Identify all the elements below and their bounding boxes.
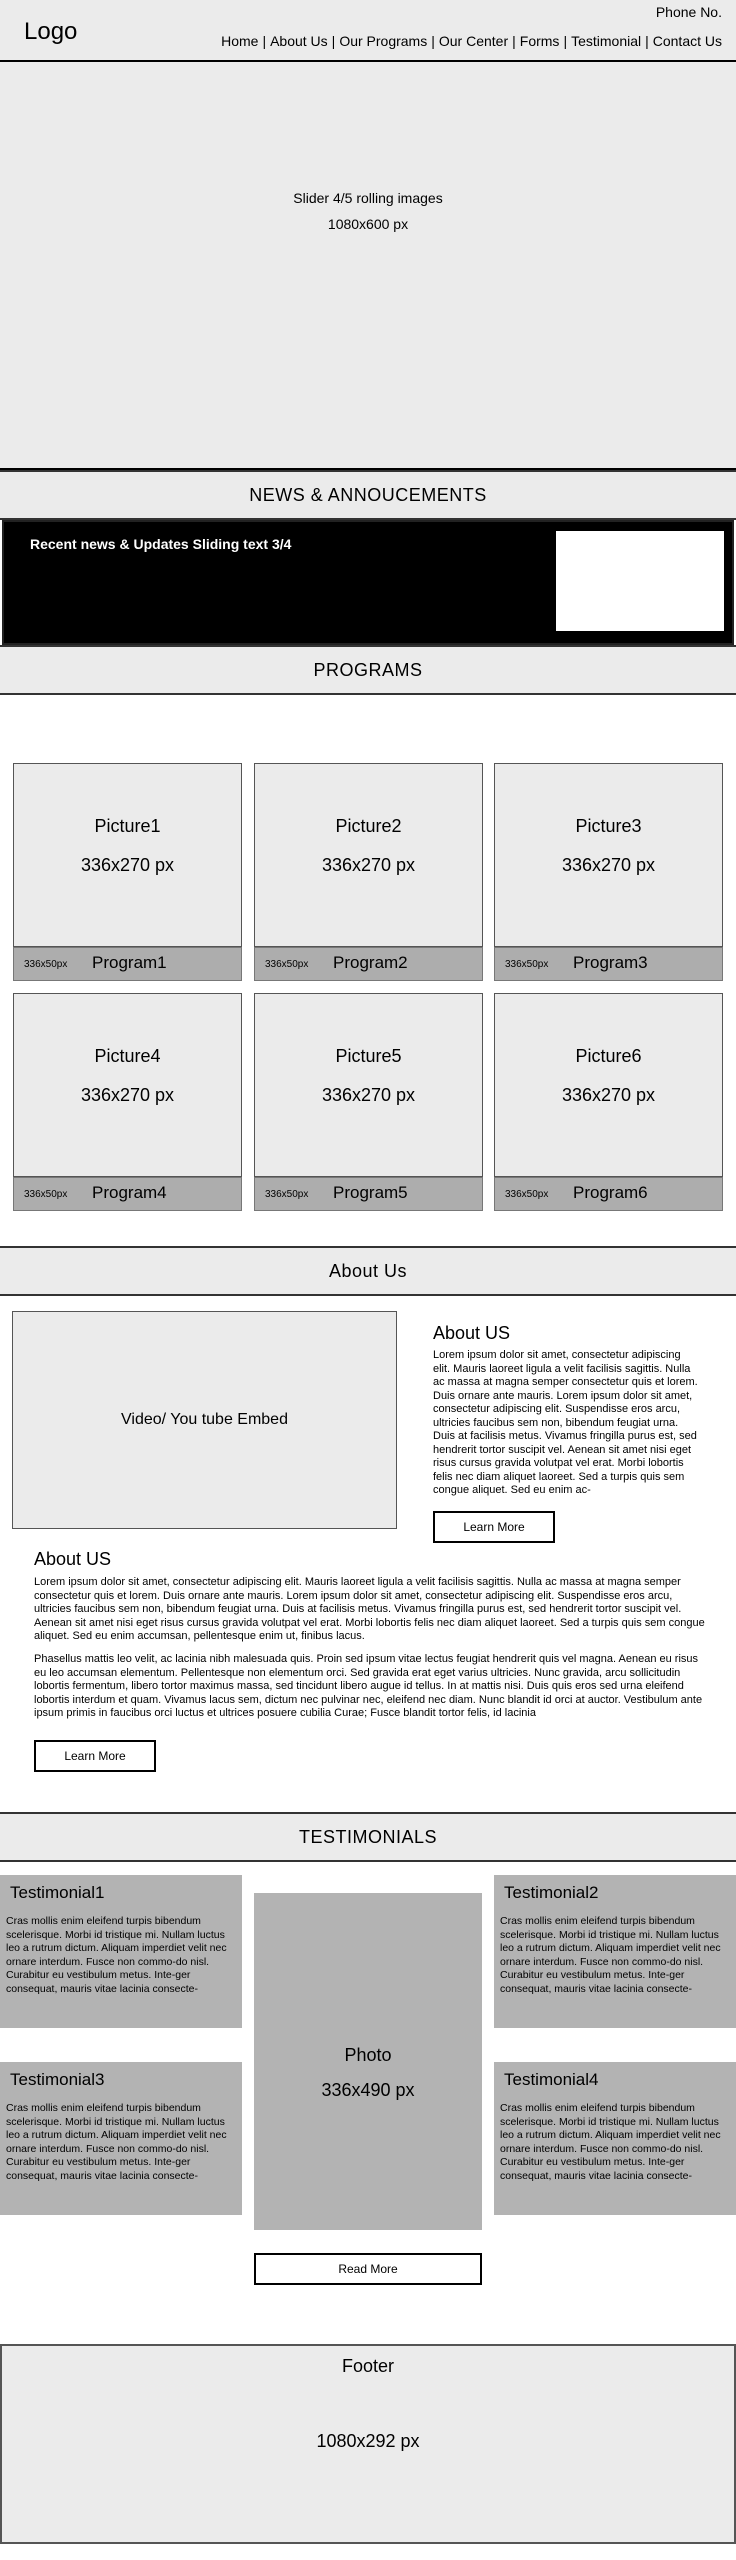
news-band: [0, 470, 736, 520]
program-bar-size: 336x50px: [265, 959, 309, 970]
nav-separator: |: [331, 33, 336, 49]
nav-separator: |: [431, 33, 435, 49]
logo[interactable]: Logo: [24, 18, 78, 45]
testimonial-photo: [254, 1893, 482, 2230]
program-picture-label: Picture1: [94, 816, 161, 836]
testimonial-heading: Testimonial1: [10, 1883, 105, 1902]
nav-our-center[interactable]: Our Center: [438, 33, 509, 49]
news-image: [556, 531, 724, 631]
program-bar-size: 336x50px: [24, 959, 68, 970]
about-side-heading: About US: [433, 1323, 511, 1343]
program-picture-size: 336x270 px: [321, 1085, 416, 1105]
testimonial-card-2: [494, 1875, 736, 2028]
hero-slider[interactable]: [0, 62, 736, 470]
program-picture-size: 336x270 px: [561, 855, 656, 875]
photo-size: 336x490 px: [321, 2080, 415, 2100]
nav-contact-us[interactable]: Contact Us: [652, 33, 722, 49]
program-card-3[interactable]: [494, 763, 723, 979]
program-picture-label: Picture5: [335, 1046, 402, 1066]
photo-label: Photo: [344, 2045, 392, 2065]
programs-band: [0, 645, 736, 695]
nav-separator: |: [645, 33, 649, 49]
testimonial-card-3: [0, 2062, 242, 2215]
program-name: Program2: [333, 953, 408, 972]
testimonial-card-4: [494, 2062, 736, 2215]
program-bar[interactable]: [13, 1177, 242, 1211]
about-band: [0, 1246, 736, 1296]
slider-caption: Slider 4/5 rolling images: [293, 190, 443, 206]
program-picture: [494, 993, 723, 1177]
news-title: NEWS & ANNOUCEMENTS: [249, 485, 487, 505]
program-bar[interactable]: [13, 947, 242, 981]
program-picture: [254, 993, 483, 1177]
program-name: Program4: [92, 1183, 167, 1202]
about-side-learn-more-button[interactable]: Learn More: [433, 1511, 555, 1543]
program-name: Program5: [333, 1183, 408, 1202]
about-main-learn-more-button[interactable]: Learn More: [34, 1740, 156, 1772]
program-picture-size: 336x270 px: [561, 1085, 656, 1105]
program-bar-size: 336x50px: [505, 959, 549, 970]
about-band-title: About Us: [328, 1261, 408, 1281]
testimonials-band: [0, 1812, 736, 1862]
program-bar-size: 336x50px: [265, 1189, 309, 1200]
site-header: [0, 0, 736, 62]
testimonial-text: Cras mollis enim eleifend turpis bibendum scelerisque. Morbi id tristique mi. Nullam luctus leo a rutrum dictum. Aliquam imperdiet velit nec ornare interdum. Fusce non commo-do nisl. Curabitur eu vestibulum metus. Inte-ger consequat, mauris vitae lacinia consecte-: [6, 2102, 227, 2182]
testimonial-text: Cras mollis enim eleifend turpis bibendum scelerisque. Morbi id tristique mi. Nullam luctus leo a rutrum dictum. Aliquam imperdiet velit nec ornare interdum. Fusce non commo-do nisl. Curabitur eu vestibulum metus. Inte-ger consequat, mauris vitae lacinia consecte-: [500, 2102, 721, 2182]
program-card-4[interactable]: [13, 993, 242, 1209]
testimonial-text: Cras mollis enim eleifend turpis bibendum scelerisque. Morbi id tristique mi. Nullam luctus leo a rutrum dictum. Aliquam imperdiet velit nec ornare interdum. Fusce non commo-do nisl. Curabitur eu vestibulum metus. Inte-ger consequat, mauris vitae lacinia consecte-: [6, 1915, 227, 1995]
testimonial-heading: Testimonial2: [504, 1883, 599, 1902]
nav-testimonial[interactable]: Testimonial: [571, 33, 642, 49]
program-picture-size: 336x270 px: [80, 1085, 175, 1105]
program-card-6[interactable]: [494, 993, 723, 1209]
program-picture-size: 336x270 px: [80, 855, 175, 875]
testimonial-text: Cras mollis enim eleifend turpis bibendum scelerisque. Morbi id tristique mi. Nullam luctus leo a rutrum dictum. Aliquam imperdiet velit nec ornare interdum. Fusce non commo-do nisl. Curabitur eu vestibulum metus. Inte-ger consequat, mauris vitae lacinia consecte-: [500, 1915, 721, 1995]
testimonial-card-1: [0, 1875, 242, 2028]
nav-separator: |: [262, 33, 267, 49]
program-bar[interactable]: [254, 1177, 483, 1211]
testimonial-heading: Testimonial3: [10, 2070, 105, 2089]
program-name: Program3: [573, 953, 648, 972]
program-picture-label: Picture6: [575, 1046, 642, 1066]
program-bar-size: 336x50px: [24, 1189, 68, 1200]
slider-size: 1080x600 px: [327, 216, 409, 232]
phone-number: Phone No.: [655, 4, 722, 20]
programs-title: PROGRAMS: [313, 660, 423, 680]
program-picture: [254, 763, 483, 947]
program-bar-size: 336x50px: [505, 1189, 549, 1200]
program-picture: [13, 993, 242, 1177]
testimonial-heading: Testimonial4: [504, 2070, 599, 2089]
program-bar[interactable]: [494, 1177, 723, 1211]
nav-forms[interactable]: Forms: [519, 33, 560, 49]
program-card-1[interactable]: [13, 763, 242, 979]
program-name: Program1: [92, 953, 167, 972]
news-ticker[interactable]: [2, 520, 734, 645]
nav-about-us[interactable]: About Us: [270, 33, 328, 49]
news-text: Recent news & Updates Sliding text 3/4: [30, 536, 292, 552]
read-more-button[interactable]: Read More: [254, 2253, 482, 2285]
footer-title: Footer: [341, 2356, 395, 2376]
nav-separator: |: [512, 33, 516, 49]
program-bar[interactable]: [494, 947, 723, 981]
program-picture-size: 336x270 px: [321, 855, 416, 875]
video-embed[interactable]: Video/ You tube Embed: [12, 1311, 397, 1529]
testimonials-title: TESTIMONIALS: [298, 1827, 438, 1847]
footer-size: 1080x292 px: [316, 2431, 420, 2451]
program-picture-label: Picture2: [335, 816, 402, 836]
about-main-text-2: Phasellus mattis leo velit, ac lacinia nibh malesuada quis. Proin sed ipsum vitae lectus feugiat hendrerit quis vel magna. Aenean eu risus eu leo accumsan elementum. Pellentesque non elementum orci. Sed gravida erat eget varius ultricies. Nunc gravida, arcu sollicitudin lobortis fermentum, libero tortor maximus massa, sed tincidunt libero augue id tellus. In at mattis nisi. Duis quis eros sed urna eleifend lobortis interdum et quam. Vivamus lacus sem, dictum nec pulvinar nec, eleifend nec diam. Nunc blandit id orci at auctor. Vestibulum ante ipsum primis in faucibus orci luctus et ultrices posuere cubilia Curae; Fusce blandit tortor felis, id lacinia: [34, 1653, 703, 1719]
nav-our-programs[interactable]: Our Programs: [339, 33, 428, 49]
nav-home[interactable]: Home: [221, 33, 259, 49]
program-picture-label: Picture3: [575, 816, 642, 836]
about-main-text-1: Lorem ipsum dolor sit amet, consectetur adipiscing elit. Mauris laoreet ligula a velit facilisis sagittis. Nulla ac massa at magna semper consectetur quis et lorem. Duis ornare ante mauris. Lorem ipsum dolor sit amet, consectetur adipiscing elit. Suspendisse eros arcu, ultricies faucibus sem non, bibendum feugiat urna. Duis at facilisis metus. Vivamus fringilla purus est, sed hendrerit tortor suscipit vel. Aenean sit amet nisi eget risus cursus gravida volutpat vel erat. Morbi lobortis felis nec diam aliquet laoreet. Sed a turpis quis sem congue aliquet. Sed eu enim accumsan, pellentesque enim ut, finibus lacus.: [34, 1576, 705, 1642]
program-card-2[interactable]: [254, 763, 483, 979]
site-footer: [0, 2344, 736, 2544]
program-picture: [13, 763, 242, 947]
program-picture: [494, 763, 723, 947]
main-nav: [221, 33, 722, 49]
program-bar[interactable]: [254, 947, 483, 981]
program-card-5[interactable]: [254, 993, 483, 1209]
program-picture-label: Picture4: [94, 1046, 161, 1066]
nav-separator: |: [563, 33, 568, 49]
about-main-heading: About US: [34, 1549, 112, 1569]
program-name: Program6: [573, 1183, 648, 1202]
about-side-text: Lorem ipsum dolor sit amet, consectetur adipiscing elit. Mauris laoreet ligula a velit facilisis sagittis. Nulla ac massa at magna semper consectetur quis et lorem. Duis ornare ante mauris. Lorem ipsum dolor sit amet, consectetur adipiscing elit. Suspendisse eros arcu, ultricies faucibus sem non, bibendum feugiat urna. Duis at facilisis metus. Vivamus fringilla purus est, sed hendrerit tortor suscipit vel. Aenean sit amet nisi eget risus cursus gravida volutpat vel erat. Morbi lobortis felis nec diam aliquet laoreet. Sed a turpis quis sem congue aliquet. Sed eu enim ac-: [433, 1349, 698, 1496]
